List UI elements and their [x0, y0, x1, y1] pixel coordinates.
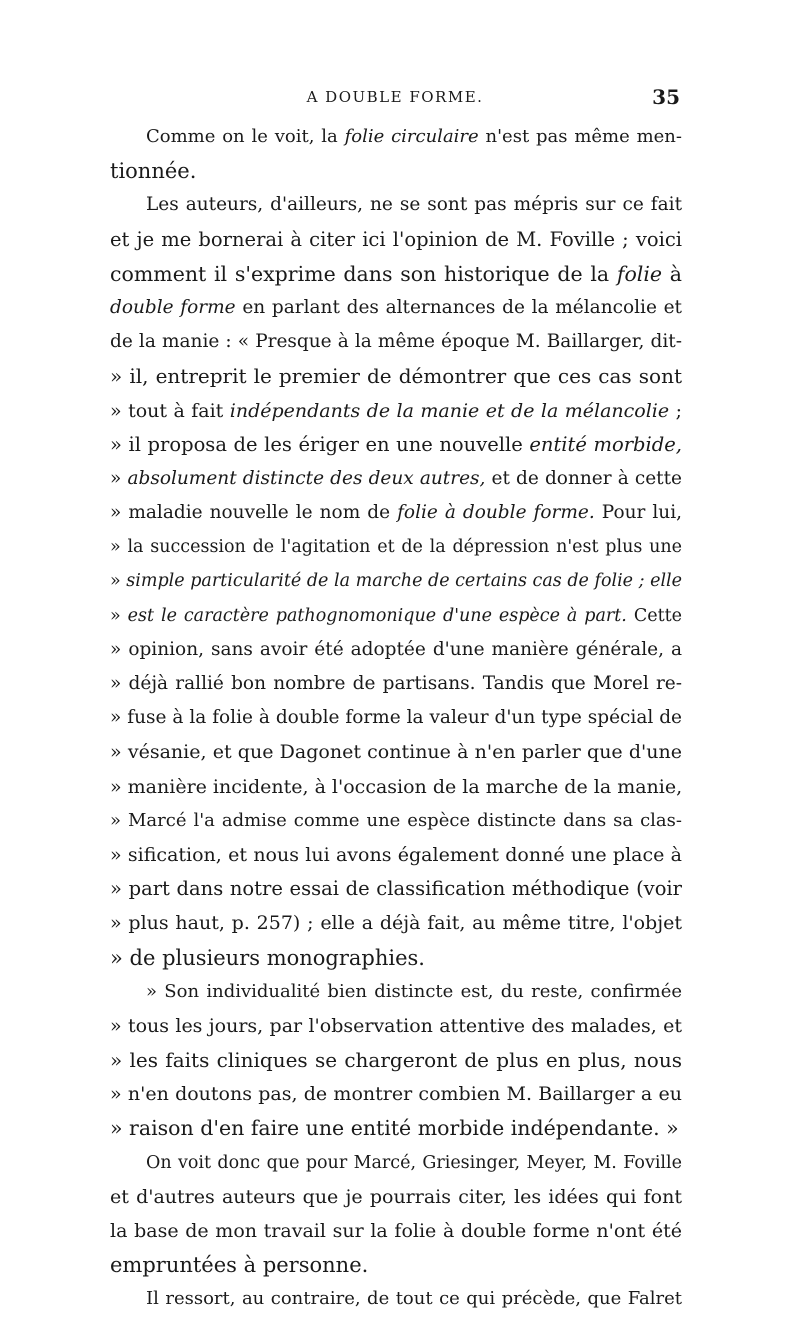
text-segment: » plus haut, p. 257) ; elle a déjà fait, au même titre, l'objet [110, 912, 682, 935]
text-line [110, 975, 682, 1009]
text-line [110, 667, 682, 701]
text-line [110, 1146, 682, 1180]
text-segment: » la succession de l'agitation et de la dépression n'est plus une [110, 537, 682, 558]
text-segment: et d'autres auteurs que je pourrais citer, les idées qui font [110, 1185, 682, 1208]
text-segment: » manière incidente, à l'occasion de la marche de la manie, [110, 775, 683, 798]
text-line [110, 838, 682, 872]
text-line [110, 1009, 682, 1043]
text-line [110, 701, 682, 735]
text-segment: » [110, 571, 127, 592]
text-segment: » vésanie, et que Dagonet continue à n'en parler que d'une [110, 741, 682, 764]
text-line [110, 496, 682, 530]
text-segment: » raison d'en faire une entité morbide indépendante. » [110, 1116, 679, 1141]
text-segment: Il ressort, au contraire, de tout ce qui précède, que Falret [146, 1288, 682, 1310]
text-line [110, 462, 682, 496]
text-segment: » tout à fait [110, 399, 230, 422]
running-head: A DOUBLE FORME. [306, 88, 484, 106]
text-line [110, 770, 682, 804]
italic-text: folie à double forme. [397, 502, 595, 524]
text-segment: Pour lui, [594, 502, 683, 524]
text-line [110, 804, 682, 838]
text-line [110, 1043, 682, 1077]
text-segment: ; [669, 399, 682, 422]
text-line [110, 906, 682, 940]
text-line [110, 1077, 682, 1111]
text-line [110, 223, 682, 257]
text-segment: Les auteurs, d'ailleurs, ne se sont pas mépris sur ce fait [146, 194, 682, 216]
text-segment: comment il s'exprime dans son historique de la [110, 261, 617, 286]
text-line [110, 1214, 682, 1248]
text-line [110, 291, 682, 325]
italic-text: folie circulaire [344, 126, 479, 147]
text-line [110, 359, 682, 393]
text-segment: » Marcé l'a admise comme une espèce distincte dans sa clas- [110, 809, 682, 831]
text-line [110, 325, 682, 359]
text-segment: » tous les jours, par l'observation attentive des malades, et [110, 1014, 682, 1037]
text-line [110, 154, 682, 188]
text-segment: » il proposa de les ériger en une nouvelle [110, 432, 530, 456]
text-segment: » il, entreprit le premier de démontrer que ces cas sont [110, 364, 682, 389]
text-line [110, 633, 682, 667]
text-line [110, 120, 682, 154]
text-segment: » les faits cliniques se chargeront de plus en plus, nous [110, 1048, 682, 1073]
text-segment: » opinion, sans avoir été adoptée d'une manière générale, a [110, 638, 682, 660]
text-segment: de la manie : « Presque à la même époque M. Baillarger, dit- [110, 331, 682, 353]
text-segment: » sification, et nous lui avons également donné une place à [110, 843, 682, 866]
text-line [110, 257, 682, 291]
text-segment: la base de mon travail sur la folie à double forme n'ont été [110, 1220, 682, 1242]
text-segment: » [110, 605, 128, 626]
text-segment: empruntées à personne. [110, 1253, 369, 1278]
text-line [110, 1248, 682, 1282]
italic-text: folie [616, 261, 663, 286]
text-segment: tionnée. [110, 159, 197, 184]
text-line [110, 1282, 682, 1316]
text-segment: » Son individualité bien distincte est, du reste, confirmée [146, 980, 682, 1002]
text-line [110, 428, 682, 462]
text-segment: » part dans notre essai de classification méthodique (voir [110, 877, 682, 901]
text-segment: Cette [626, 605, 682, 626]
text-line [110, 188, 682, 222]
text-segment: On voit donc que pour Marcé, Griesinger, Meyer, M. Foville [146, 1152, 682, 1173]
text-segment: en parlant des alternances de la mélancolie et [235, 296, 682, 318]
text-segment: » fuse à la folie à double forme la valeur d'un type spécial de [110, 707, 682, 729]
page-number: 35 [652, 85, 680, 109]
italic-text: est le caractère pathognomonique d'une espèce à part. [127, 605, 627, 626]
text-segment: et de donner à cette [485, 467, 682, 489]
text-segment: à [662, 261, 682, 286]
text-line [110, 872, 682, 906]
text-segment: » [110, 467, 128, 489]
text-line [110, 394, 682, 428]
text-segment: n'est pas même men- [478, 126, 682, 147]
text-line [110, 1111, 682, 1145]
text-segment: » maladie nouvelle le nom de [110, 502, 398, 524]
text-segment: et je me bornerai à citer ici l'opinion de M. Foville ; voici [110, 227, 682, 251]
text-segment: » n'en doutons pas, de montrer combien M. Baillarger a eu [110, 1083, 682, 1106]
body-text [110, 120, 682, 1317]
text-line [110, 735, 682, 769]
text-segment: » déjà rallié bon nombre de partisans. Tandis que Morel re- [110, 673, 682, 694]
text-line [110, 1180, 682, 1214]
text-line [110, 564, 682, 598]
text-segment: Comme on le voit, la [146, 126, 345, 147]
italic-text: double forme [110, 296, 236, 318]
page-header [110, 85, 680, 114]
text-line [110, 599, 682, 633]
text-segment: » de plusieurs monographies. [110, 945, 425, 970]
italic-text: indépendants de la manie et de la mélancolie [229, 399, 670, 422]
text-line [110, 941, 682, 975]
italic-text: simple particularité de la marche de certains cas de folie ; elle [126, 571, 682, 592]
text-line [110, 530, 682, 564]
italic-text: entité morbide, [529, 432, 682, 456]
italic-text: absolument distincte des deux autres, [127, 467, 486, 489]
